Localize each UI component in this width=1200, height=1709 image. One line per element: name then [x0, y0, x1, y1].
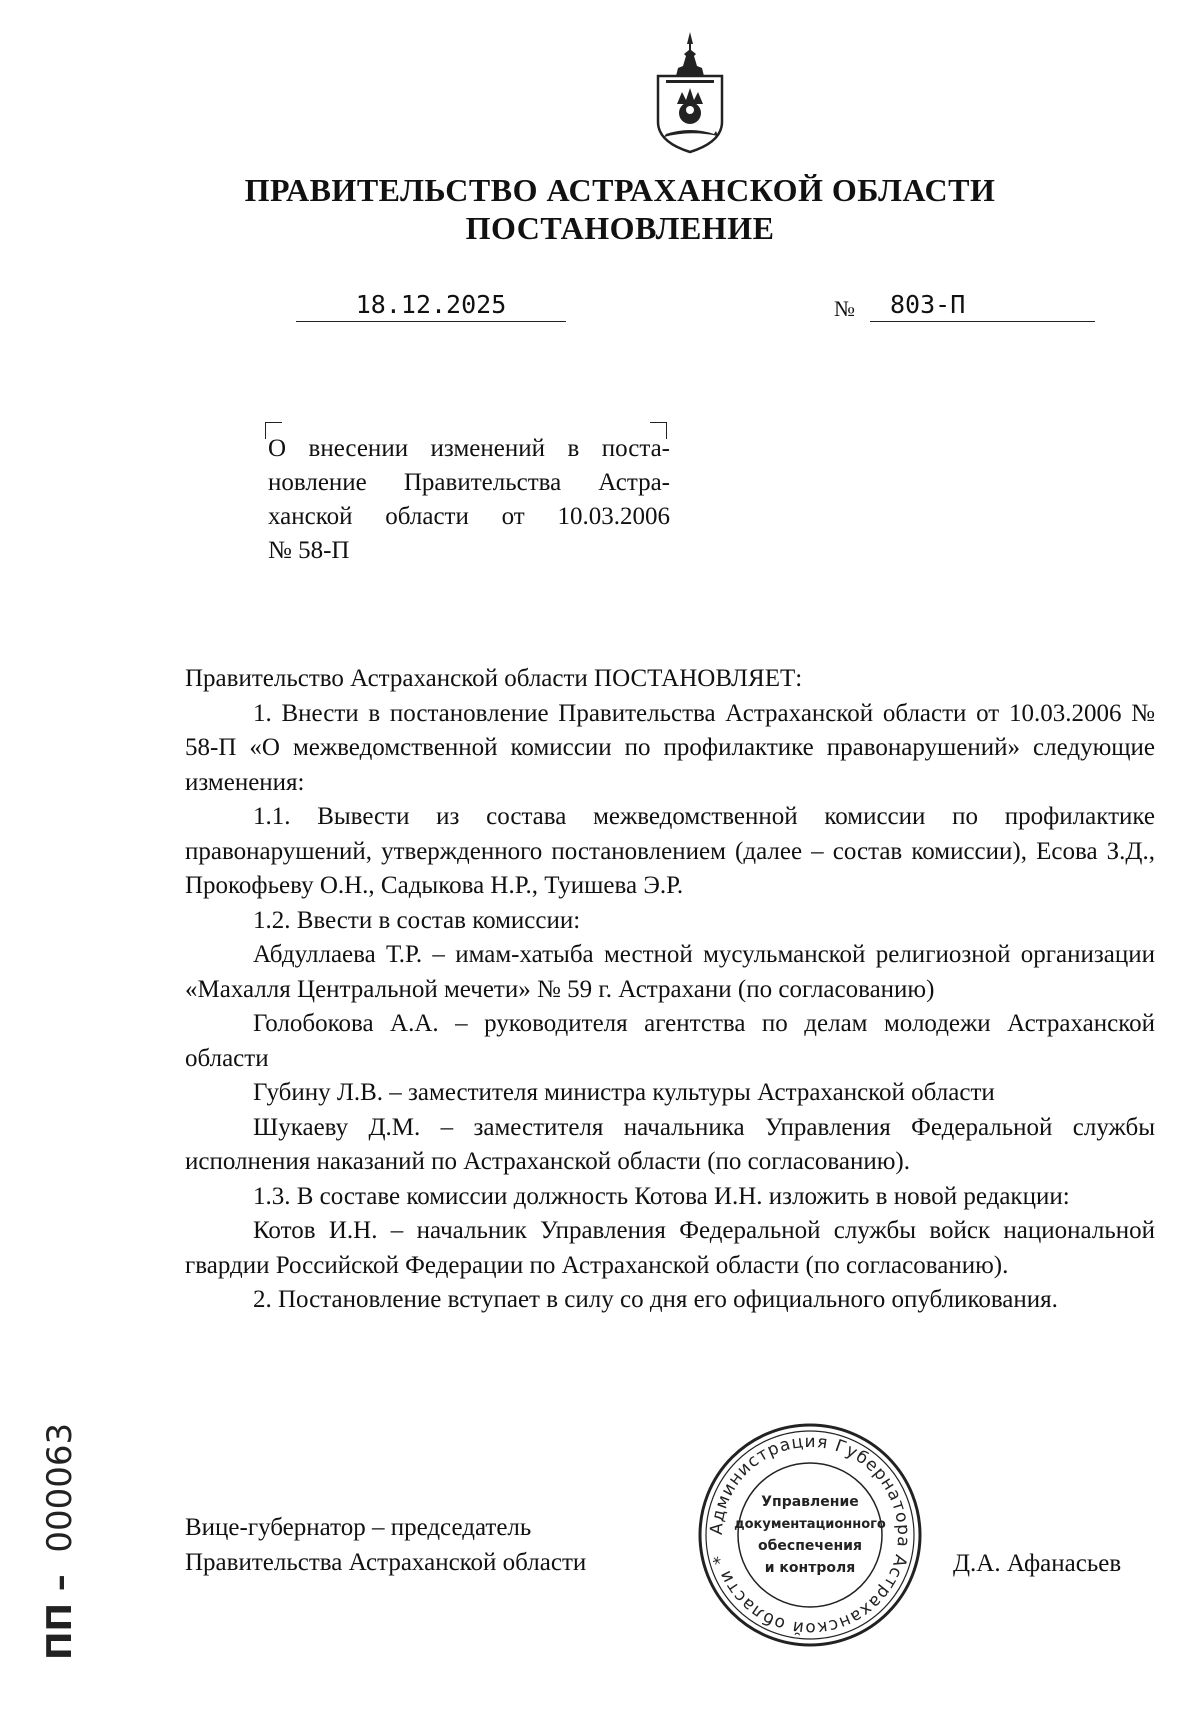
coat-of-arms-icon [650, 30, 730, 155]
member-entry: Губину Л.В. – заместителя министра культуры Астраханской области [253, 1079, 995, 1106]
document-type: ПОСТАНОВЛЕНИЕ [465, 210, 775, 246]
document-body [185, 662, 1155, 1318]
signer-position-line: Вице-губернатор – председатель [185, 1514, 532, 1541]
member-entry: Шукаеву Д.М. – заместителя начальника Управления Федеральной службы исполнения наказаний по Астраханской области (по согласованию). [185, 1113, 1155, 1175]
subject-line: ханской области от 10.03.2006 [268, 503, 670, 530]
member-entry: Котов И.Н. – начальник Управления Федеральной службы войск национальной гвардии Российской Федерации по Астраханской области (по согласованию). [185, 1217, 1155, 1279]
member-entry: Голобокова А.А. – руководителя агентства по делам молодежи Астраханской области [185, 1010, 1155, 1072]
subject-line: № 58-П [268, 537, 350, 564]
subject-line: О внесении изменений в поста- [268, 435, 670, 462]
document-subject [268, 432, 670, 568]
document-number: 803-П [870, 290, 1095, 322]
document-title: ПРАВИТЕЛЬСТВО АСТРАХАНСКОЙ ОБЛАСТИ [244, 172, 996, 208]
paragraph-1-2: 1.2. Ввести в состав комиссии: [253, 906, 581, 934]
paragraph-1-1: 1.1. Вывести из состава межведомственной комиссии по профилактике правонарушений, утвержденного постановлением (далее – состав комиссии), Есова З.Д., Прокофьеву О.Н., Садыкова Н.Р., Туишева Э.Р. [185, 803, 1155, 899]
seal-center-line: документационного [734, 1517, 886, 1532]
seal-center-line: Управление [761, 1494, 859, 1510]
margin-registration-code [40, 1360, 100, 1660]
signer-position [185, 1510, 586, 1580]
document-date: 18.12.2025 [296, 290, 566, 322]
seal-center-line: и контроля [764, 1560, 856, 1576]
signer-position-line: Правительства Астраханской области [185, 1549, 587, 1576]
margin-code-number: 000063 [40, 1422, 80, 1553]
number-label: № [834, 296, 855, 321]
seal-center-line: обеспечения [758, 1538, 862, 1554]
official-seal-stamp [695, 1420, 925, 1650]
seal-ring-text: Администрация Губернатора Астраханской области * [706, 1431, 914, 1639]
member-entry: Абдуллаева Т.Р. – имам-хатыба местной мусульманской религиозной организации «Махалля Центральной мечети» № 59 г. Астрахани (по согласованию) [185, 941, 1155, 1003]
subject-line: новление Правительства Астра- [268, 469, 670, 496]
preamble: Правительство Астраханской области ПОСТАНОВЛЯЕТ: [185, 665, 803, 692]
paragraph-2: 2. Постановление вступает в силу со дня его официального опубликования. [253, 1286, 1058, 1313]
signer-name: Д.А. Афанасьев [953, 1550, 1122, 1577]
paragraph-1: 1. Внести в постановление Правительства Астраханской области от 10.03.2006 № 58-П «О межведомственной комиссии по профилактике правонарушений» следующие изменения: [185, 699, 1155, 796]
margin-code-prefix: ПП – [40, 1574, 80, 1660]
paragraph-1-3: 1.3. В составе комиссии должность Котова И.Н. изложить в новой редакции: [253, 1182, 1070, 1210]
